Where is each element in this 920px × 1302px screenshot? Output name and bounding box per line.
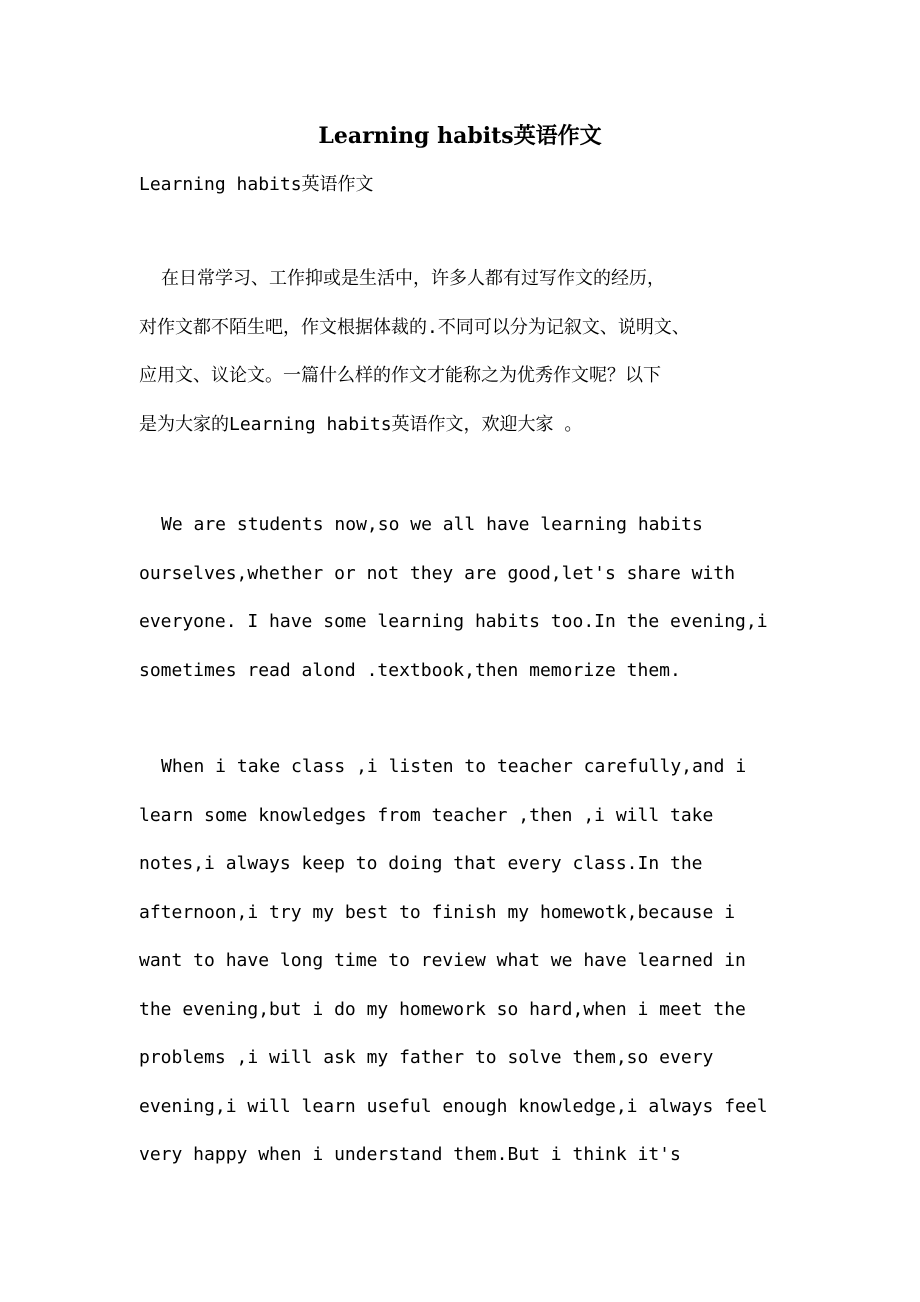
paragraph-line: notes,i always keep to doing that every class.In the	[139, 853, 703, 874]
paragraph-line: afternoon,i try my best to finish my homewotk,because i	[139, 901, 736, 923]
paragraph-line: 应用文、议论文。一篇什么样的作文才能称之为优秀作文呢？以下	[139, 365, 661, 386]
intro-paragraph	[139, 264, 819, 458]
document-title: Learning habits英语作文	[318, 123, 602, 149]
paragraph-line: everyone. I have some learning habits too.In the evening,i	[139, 611, 768, 632]
document-subtitle: Learning habits英语作文	[139, 174, 374, 195]
paragraph-line: We are students now,so we all have learning habits	[161, 514, 703, 535]
paragraph-line: very happy when i understand them.But i think it's	[139, 1144, 681, 1165]
paragraph-line: want to have long time to review what we have learned in	[139, 950, 746, 971]
paragraph-line: 是为大家的Learning habits英语作文，欢迎大家 。	[139, 413, 583, 435]
paragraph-line: learn some knowledges from teacher ,then ,i will take	[139, 804, 714, 826]
body-paragraph-1	[139, 510, 819, 704]
paragraph-line: the evening,but i do my homework so hard,when i meet the	[139, 998, 746, 1020]
body-paragraph-2	[139, 752, 819, 1189]
paragraph-line: ourselves,whether or not they are good,let's share with	[139, 562, 736, 584]
paragraph-line: problems ,i will ask my father to solve them,so every	[139, 1047, 714, 1068]
paragraph-line: sometimes read alond .textbook,then memorize them.	[139, 659, 681, 681]
paragraph-line: When i take class ,i listen to teacher carefully,and i	[161, 756, 747, 777]
paragraph-line: evening,i will learn useful enough knowledge,i always feel	[139, 1095, 768, 1117]
paragraph-line: 在日常学习、工作抑或是生活中，许多人都有过写作文的经历，	[161, 268, 665, 289]
paragraph-line: 对作文都不陌生吧，作文根据体裁的.不同可以分为记叙文、说明文、	[139, 316, 690, 338]
